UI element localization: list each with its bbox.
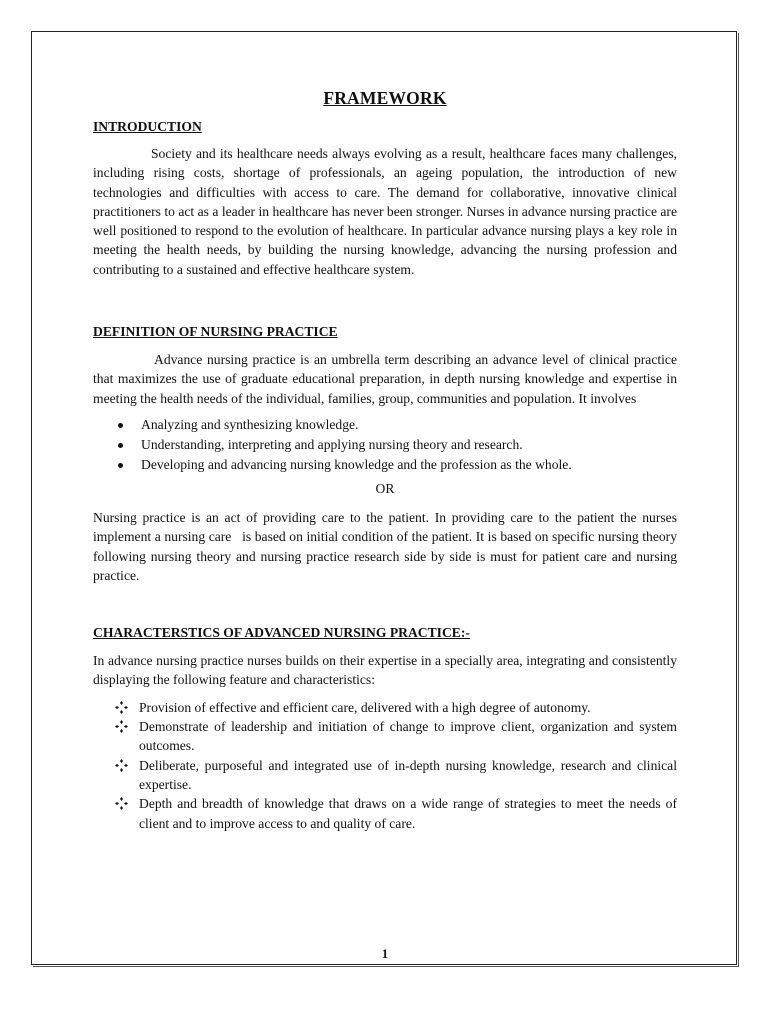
four-diamond-bullet-icon	[115, 701, 128, 714]
nursing-practice-paragraph: Nursing practice is an act of providing care to the patient. In providing care to the patient the nurses implement a nursing care is based on initial condition of the patient. It is based on specific nursing theory following nursing theory and nursing practice research side by side is must for patient care and nursing practice.	[93, 509, 681, 583]
section-heading-characteristics: CHARACTERSTICS OF ADVANCED NURSING PRACTICE:-	[93, 625, 470, 641]
four-diamond-bullet-icon	[115, 759, 128, 772]
four-diamond-bullet-icon	[115, 797, 128, 810]
document-page	[31, 31, 737, 965]
introduction-paragraph: Society and its healthcare needs always evolving as a result, healthcare faces many challenges, including rising costs, shortage of professionals, an ageing population, the introduction of new technologies and difficulties with access to care. The demand for collaborative, innovative clinical practitioners to act as a leader in healthcare has never been stronger. Nurses in advance nursing practice are well positioned to respond to the evolution of healthcare. In particular advance nursing plays a key role in meeting the health needs, by building the nursing knowledge, advancing the nursing profession and contributing to a sustained and effective healthcare system.	[93, 146, 677, 277]
definition-bullet-list	[93, 415, 677, 475]
list-item	[93, 794, 677, 833]
list-item-text: Deliberate, purposeful and integrated use of in-depth nursing knowledge, research and clinical expertise.	[139, 757, 677, 792]
list-item	[93, 756, 677, 795]
characteristics-list	[93, 698, 677, 833]
characteristics-paragraph: In advance nursing practice nurses builds on their expertise in a specially area, integrating and consistently displaying the following feature and characteristics:	[93, 653, 677, 688]
four-diamond-bullet-icon	[115, 720, 128, 733]
list-item: Understanding, interpreting and applying nursing theory and research.	[93, 435, 677, 455]
list-item: Developing and advancing nursing knowledge and the profession as the whole.	[93, 455, 677, 475]
section-heading-definition: DEFINITION OF NURSING PRACTICE	[93, 324, 338, 340]
page-number: 1	[381, 947, 389, 961]
page-title: FRAMEWORK	[323, 88, 447, 108]
list-item-text: Depth and breadth of knowledge that draws on a wide range of strategies to meet the needs of client and to improve access to and quality of care.	[139, 796, 677, 831]
page-content	[93, 88, 681, 833]
definition-paragraph: Advance nursing practice is an umbrella term describing an advance level of clinical practice that maximizes the use of graduate educational preparation, in depth nursing knowledge and expertise in meeting the health needs of the individual, families, group, communities and population. It involves	[93, 352, 677, 406]
list-item-text: Provision of effective and efficient care, delivered with a high degree of autonomy.	[139, 699, 591, 715]
list-item	[93, 717, 677, 756]
list-item	[93, 698, 677, 717]
or-separator: OR	[375, 480, 395, 496]
section-heading-introduction: INTRODUCTION	[93, 119, 202, 134]
list-item-text: Demonstrate of leadership and initiation of change to improve client, organization and system outcomes.	[139, 719, 677, 754]
list-item: Analyzing and synthesizing knowledge.	[93, 415, 677, 435]
